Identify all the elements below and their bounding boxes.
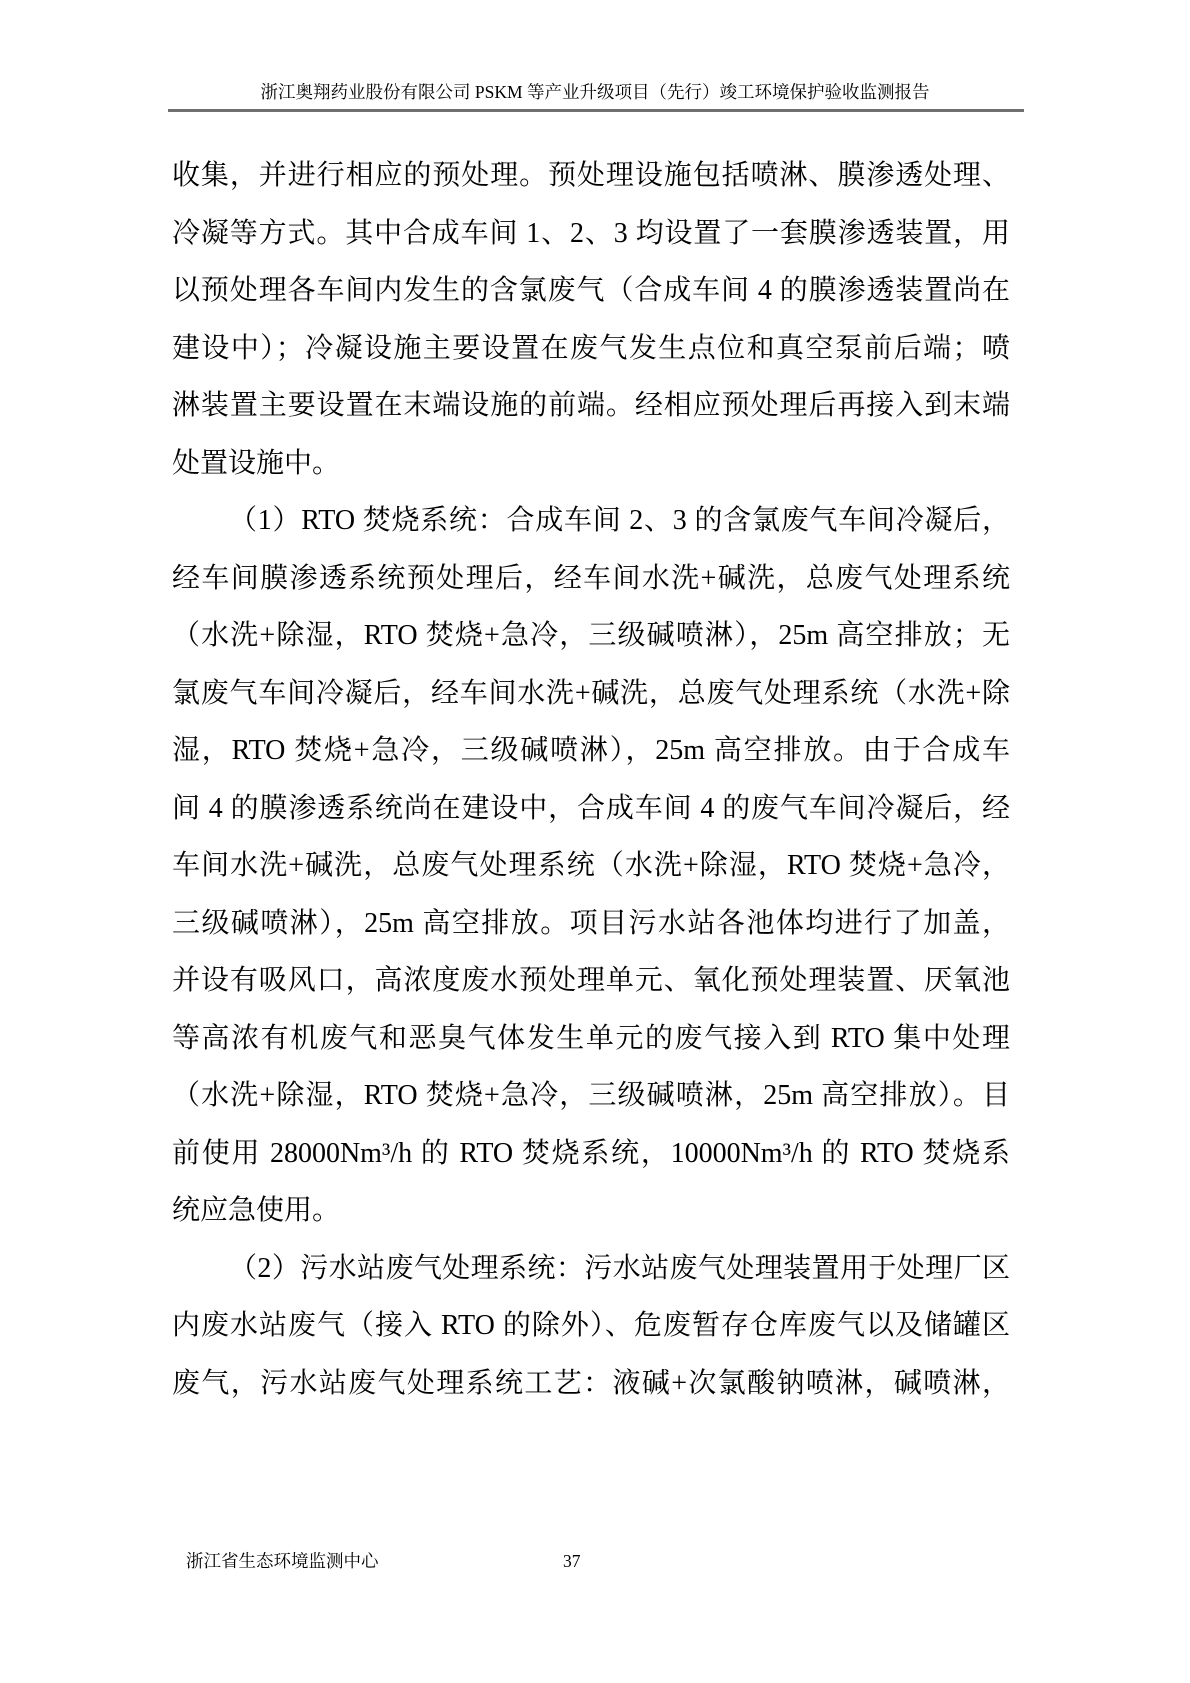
body-line: 经车间膜渗透系统预处理后，经车间水洗+碱洗，总废气处理系统 <box>172 562 1010 594</box>
body-line: 前使用 28000Nm³/h 的 RTO 焚烧系统，10000Nm³/h 的 RTO 焚烧系 <box>172 1137 1010 1169</box>
body-line: 氯废气车间冷凝后，经车间水洗+碱洗，总废气处理系统（水洗+除 <box>172 677 1010 709</box>
body-line: 以预处理各车间内发生的含氯废气（合成车间 4 的膜渗透装置尚在 <box>172 275 1010 306</box>
body-line: 三级碱喷淋），25m 高空排放。项目污水站各池体均进行了加盖， <box>172 907 1010 939</box>
footer-page-number: 37 <box>563 1551 581 1571</box>
page-footer <box>0 1548 1190 1574</box>
body-line: 处置设施中。 <box>172 447 341 479</box>
body-line: 淋装置主要设置在末端设施的前端。经相应预处理后再接入到末端 <box>172 390 1010 421</box>
body-line: 等高浓有机废气和恶臭气体发生单元的废气接入到 RTO 集中处理 <box>172 1022 1010 1054</box>
body-line: 废气，污水站废气处理系统工艺：液碱+次氯酸钠喷淋，碱喷淋， <box>172 1367 1010 1399</box>
body-line: 冷凝等方式。其中合成车间 1、2、3 均设置了一套膜渗透装置，用 <box>172 217 1010 249</box>
footer-organization: 浙江省生态环境监测中心 <box>186 1551 379 1571</box>
body-line: 内废水站废气（接入 RTO 的除外）、危废暂存仓库废气以及储罐区 <box>172 1310 1010 1341</box>
body-text <box>172 147 1010 1412</box>
body-line: 并设有吸风口，高浓度废水预处理单元、氧化预处理装置、厌氧池 <box>172 965 1010 996</box>
header-rule <box>168 109 1024 112</box>
body-line: 间 4 的膜渗透系统尚在建设中，合成车间 4 的废气车间冷凝后，经 <box>172 792 1010 824</box>
body-line: （1）RTO 焚烧系统：合成车间 2、3 的含氯废气车间冷凝后， <box>229 505 1010 536</box>
page-header-title: 浙江奥翔药业股份有限公司 PSKM 等产业升级项目（先行）竣工环境保护验收监测报告 <box>260 82 930 102</box>
body-line: （2）污水站废气处理系统：污水站废气处理装置用于处理厂区 <box>229 1252 1010 1284</box>
body-line: 建设中）；冷凝设施主要设置在废气发生点位和真空泵前后端；喷 <box>172 332 1010 364</box>
body-line: 湿，RTO 焚烧+急冷，三级碱喷淋），25m 高空排放。由于合成车 <box>172 735 1010 766</box>
body-line: （水洗+除湿，RTO 焚烧+急冷，三级碱喷淋），25m 高空排放；无 <box>172 620 1010 651</box>
body-line: 车间水洗+碱洗，总废气处理系统（水洗+除湿，RTO 焚烧+急冷， <box>172 850 1010 881</box>
body-line: 统应急使用。 <box>172 1195 341 1226</box>
body-line: 收集，并进行相应的预处理。预处理设施包括喷淋、膜渗透处理、 <box>172 160 1010 191</box>
body-line: （水洗+除湿，RTO 焚烧+急冷，三级碱喷淋，25m 高空排放）。目 <box>172 1080 1010 1111</box>
